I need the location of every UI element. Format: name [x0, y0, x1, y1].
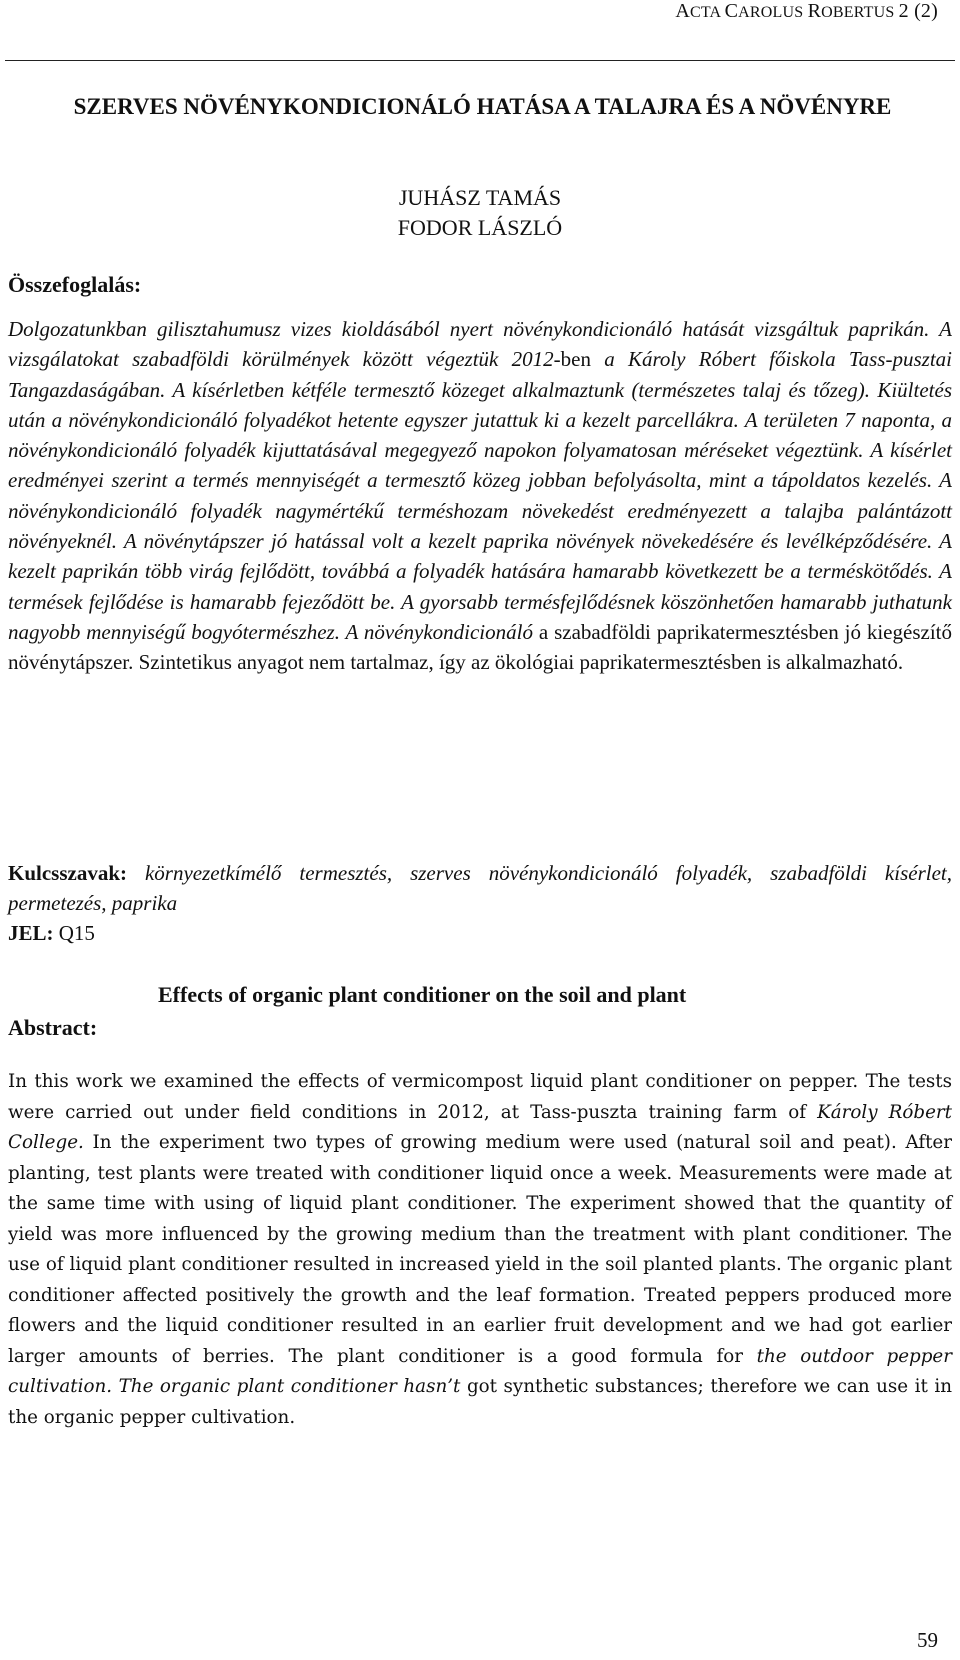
keywords [8, 858, 952, 918]
journal-name-c-rest: AROLUS [738, 4, 808, 21]
paper-title: SZERVES NÖVÉNYKONDICIONÁLÓ HATÁSA A TALAJRA ÉS A NÖVÉNYRE [73, 94, 892, 119]
keywords-label: Kulcsszavak: [8, 861, 128, 885]
summary-text: Dolgozatunkban gilisztahumusz vizes kioldásából nyert növénykondicionáló hatását vizsgáltuk paprikán. A vizsgálatokat szabadföldi körülmények között végeztük 2012- [8, 317, 952, 372]
summary-text: a Károly Róbert főiskola Tass-pusztai Tangazdaságában. A kísérletben kétféle termesztő közeget alkalmaztunk (természetes talaj és tőzeg). Kiültetés után a növénykondicionáló folyadékot hetente egyszer jutattuk ki a kezelt parcellákra. A területen 7 naponta, a növénykondicionáló folyadék kijuttatásával megegyező napokon folyamatosan méréseket végeztünk. A kísérlet eredményei szerint a termés mennyiségét a termesztő közeg jobban befolyásolta, mint a tápoldatos kezelés. A növénykondicionáló folyadék nagymértékű terméshozam növekedést eredményezett a talajba palántázott növényeknél. A növénytápszer jó hatással volt a kezelt paprika növények növekedésére és levélképződésére. A kezelt paprikán több virág fejlődött, továbbá a folyadék hatására hamarabb következett be a terméskötődés. A termések fejlődése is hamarabb fejeződött be. A gyorsabb termésfejlődésnek köszönhetően hamarabb juthatunk nagyobb mennyiségű bogyótermészhez. A növénykondicionáló [8, 347, 952, 644]
page-number: 59 [917, 1628, 938, 1652]
journal-name-r-rest: OBERTUS [821, 4, 899, 21]
abstract-text: In this work we examined the effects of vermicompost liquid plant conditioner on pepper. The tests were carried out under field conditions in 2012, at Tass-puszta training farm of [8, 1071, 952, 1123]
journal-name-a-initial: A [675, 0, 690, 22]
authors [360, 183, 600, 243]
abstract-text: In the experiment two types of growing medium were used (natural soil and peat). After planting, test plants were treated with conditioner liquid once a week. Measurements were made at the same time with using of liquid plant conditioner. The experiment showed that the quantity of yield was more influenced by the growing medium than the treatment with plant conditioner. The use of liquid plant conditioner resulted in increased yield in the soil planted plants. The organic plant conditioner affected positively the growth and the leaf formation. Treated peppers produced more flowers and the liquid conditioner resulted in an earlier fruit development and we had got earlier larger amounts of berries. The plant conditioner is a good formula for [8, 1132, 952, 1367]
header-rule [5, 60, 955, 61]
summary-text: a szabadföldi paprikatermesztésben jó kiegészítő növénytápszer. Szintetikus anyagot nem tartalmaz, így az ökológiai paprikatermesztésben is alkalmazható. [8, 619, 952, 675]
abstract-heading: Abstract: [8, 1015, 98, 1040]
journal-name-a-rest: CTA [689, 4, 725, 21]
journal-name-r-initial: R [807, 0, 822, 22]
journal-name-c-initial: C [724, 0, 739, 22]
author-name: FODOR LÁSZLÓ [397, 215, 563, 240]
english-abstract [8, 1067, 952, 1433]
summary-text: ben [560, 347, 591, 372]
abstract-text: the outdoor pepper cultivation. The organic plant conditioner hasn’t [8, 1345, 952, 1397]
hungarian-summary [8, 314, 952, 678]
keywords-values: környezetkímélő termesztés, szerves növénykondicionáló folyadék, szabadföldi kísérlet, permetezés, paprika [8, 861, 952, 915]
abstract-text: got synthetic substances; therefore we can use it in the organic pepper cultivation. [8, 1376, 953, 1428]
author-name: JUHÁSZ TAMÁS [398, 185, 562, 210]
jel-code [8, 918, 95, 948]
summary-heading: Összefoglalás: [8, 272, 142, 297]
running-header [675, 0, 938, 23]
english-title: Effects of organic plant conditioner on the soil and plant [158, 982, 687, 1007]
abstract-text: Károly Róbert College. [8, 1101, 952, 1153]
journal-issue: 2 (2) [898, 0, 938, 22]
jel-value: Q15 [58, 921, 95, 945]
jel-label: JEL: [8, 921, 54, 945]
